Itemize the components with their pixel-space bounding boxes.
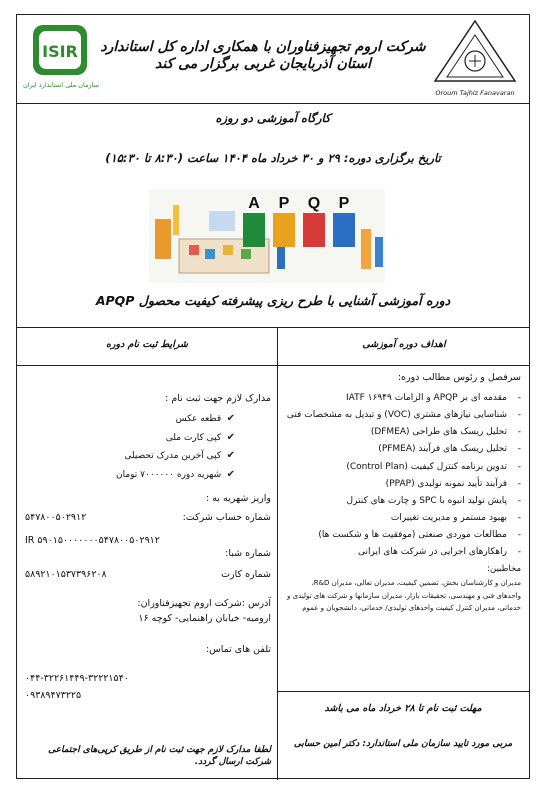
docs-label: مدارک لازم جهت ثبت نام : [165, 393, 271, 404]
list-item: - مقدمه ای بر APQP و الزامات IATF ۱۶۹۴۹ [346, 393, 521, 403]
account-number: ۵۴۷۸۰۰۵۰۲۹۱۲ [25, 512, 87, 523]
objective-text: پایش تولید انبوه با SPC و چارت های کنترل [346, 495, 507, 506]
account-row [25, 512, 271, 523]
apqp-letters [243, 195, 355, 247]
objective-text: تحلیل ریسک های فرآیند (PFMEA) [378, 444, 507, 455]
card-row [25, 569, 271, 580]
apqp-letter: Q [307, 195, 321, 212]
list-item: - شناسایی نیازهای مشتری (VOC) و تبدیل به مشخصات فنی [286, 410, 521, 421]
registration-section [25, 393, 271, 701]
objectives-list [285, 392, 521, 558]
objectives-intro: سرفصل و رئوس مطالب دوره: [397, 372, 521, 383]
column-divider [277, 327, 278, 780]
check-icon: ✔ [226, 450, 235, 461]
phone-2: ۰۹۳۸۹۴۷۳۲۲۵ [25, 690, 82, 701]
objective-text: شناسایی نیازهای مشتری (VOC) و تبدیل به مشخصات فنی [286, 410, 507, 421]
card-number: ۵۸۹۲۱۰۱۵۳۷۳۹۶۲۰۸ [25, 569, 107, 580]
registration-note: لطفا مدارک لازم جهت ثبت نام از طریق کرپی‌های اجتماعی شرکت ارسال گردد. [48, 745, 271, 767]
docs-list [25, 412, 271, 481]
sheba-row [25, 535, 271, 559]
divider [17, 365, 529, 366]
objective-text: تدوین برنامه کنترل کیفیت (Control Plan) [346, 461, 507, 472]
flyer-page [16, 14, 530, 779]
divider [277, 691, 529, 692]
trainer-text: مربی مورد تایید سازمان ملی استاندارد: دکتر امین حسابی [293, 739, 513, 749]
address-text: ارومیه- خیابان راهنمایی- کوچه ۱۶ [138, 613, 271, 624]
doc-text: کپی آخرین مدرک تحصیلی [124, 451, 222, 461]
doc-text: شهریه دوره ۷۰۰۰۰۰۰ تومان [115, 469, 222, 480]
objective-text: مقدمه ای بر APQP و الزامات IATF ۱۶۹۴۹ [346, 393, 507, 403]
apqp-block-p1 [273, 195, 295, 247]
sheba-number: IR ۵۹۰۱۵۰۰۰۰۰۰۰۵۴۷۸۰۰۵۰۲۹۱۲ [25, 535, 160, 546]
apqp-letter: P [338, 195, 350, 212]
check-icon: ✔ [226, 431, 235, 443]
account-label: شماره حساب شرکت: [182, 512, 271, 523]
right-column-header: اهداف دوره آموزشی [362, 339, 446, 350]
company-triangle-icon [429, 17, 521, 87]
list-item [25, 449, 249, 463]
apqp-letter: A [248, 195, 260, 212]
audience-text: مدیران و کارشناسان بخش، تضمین کیفیت، مدیران تعالی، مدیران R&D، واحدهای فنی و مهندسی، تحقیقات بازار، مدیران سازمانها و شرکت های تولیدی و خدماتی، مدیران کنترل کیفیت واحدهای تولیدی/ خدماتی، دانشجویان و عموم [286, 579, 521, 612]
audience-label: مخاطبین: [487, 564, 521, 575]
check-icon: ✔ [226, 468, 235, 480]
list-item: - فرآیند تأیید نمونه تولیدی (PPAP) [385, 478, 521, 489]
inso-logo-caption: سازمان ملی استاندارد ایران [22, 81, 100, 89]
list-item: - پایش تولید انبوه با SPC و چارت های کنترل [346, 495, 521, 506]
workshop-date: تاریخ برگزاری دوره: ۲۹ و ۳۰ خرداد ماه ۱۴۰۴ ساعت (۸:۳۰ تا ۱۵:۳۰) [105, 151, 441, 165]
objective-text: فرآیند تأیید نمونه تولیدی (PPAP) [385, 478, 507, 489]
card-label: شماره کارت [221, 569, 271, 580]
apqp-block-p2 [333, 195, 355, 247]
apqp-illustration [149, 189, 385, 283]
phone-1: ۰۴۴-۳۲۲۶۱۴۴۹-۳۲۲۲۱۵۴۰ [25, 673, 129, 684]
objective-text: مطالعات موردی صنعتی (موفقیت ها و شکست ها) [318, 530, 507, 541]
list-item: - بهبود مستمر و مدیریت تغییرات [390, 512, 521, 523]
divider [17, 103, 529, 104]
list-item: - تحلیل ریسک های فرآیند (PFMEA) [378, 444, 521, 455]
list-item [25, 412, 249, 426]
divider [17, 327, 529, 328]
header-title: شرکت اروم تجهیزفناوران با همکاری اداره کل استاندارد استان آذربایجان غربی برگزار می کند [100, 39, 426, 72]
objective-text: بهبود مستمر و مدیریت تغییرات [390, 512, 507, 523]
company-logo-caption: Oroum Tajhiz Fanavaran [435, 89, 515, 97]
apqp-block-a [243, 195, 265, 247]
phone-label: تلفن های تماس: [205, 644, 271, 655]
list-item: - راهکارهای اجرایی در شرکت های ایرانی [357, 547, 521, 558]
apqp-block-q [303, 195, 325, 247]
objective-text: راهکارهای اجرایی در شرکت های ایرانی [357, 547, 507, 558]
doc-text: کپی کارت ملی [165, 432, 222, 443]
svg-text:ISIR: ISIR [42, 42, 78, 61]
doc-text: قطعه عکس [175, 414, 222, 424]
course-title: دوره آموزشی آشنایی با طرح ریزی پیشرفته کیفیت محصول APQP [95, 293, 451, 308]
address-label: آدرس :شرکت اروم تجهیزفناوران: [137, 598, 271, 609]
list-item [25, 468, 249, 482]
check-icon: ✔ [226, 413, 235, 424]
left-column-header: شرایط ثبت نام دوره [105, 339, 189, 350]
fee-label: واریز شهریه به : [205, 493, 271, 504]
apqp-letter: P [278, 195, 290, 212]
objective-text: تحلیل ریسک های طراحی (DFMEA) [370, 427, 507, 438]
deadline-text: مهلت ثبت نام تا ۲۸ خرداد ماه می باشد [324, 703, 482, 714]
list-item: - تدوین برنامه کنترل کیفیت (Control Plan) [346, 461, 521, 472]
list-item [25, 431, 249, 445]
list-item: - تحلیل ریسک های طراحی (DFMEA) [370, 427, 521, 438]
workshop-heading: کارگاه آموزشی دو روزه [215, 111, 331, 125]
company-logo [429, 17, 521, 101]
list-item: - مطالعات موردی صنعتی (موفقیت ها و شکست ها) [318, 530, 521, 541]
objectives-section [285, 372, 521, 614]
sheba-label: شماره شبا: [225, 548, 271, 559]
